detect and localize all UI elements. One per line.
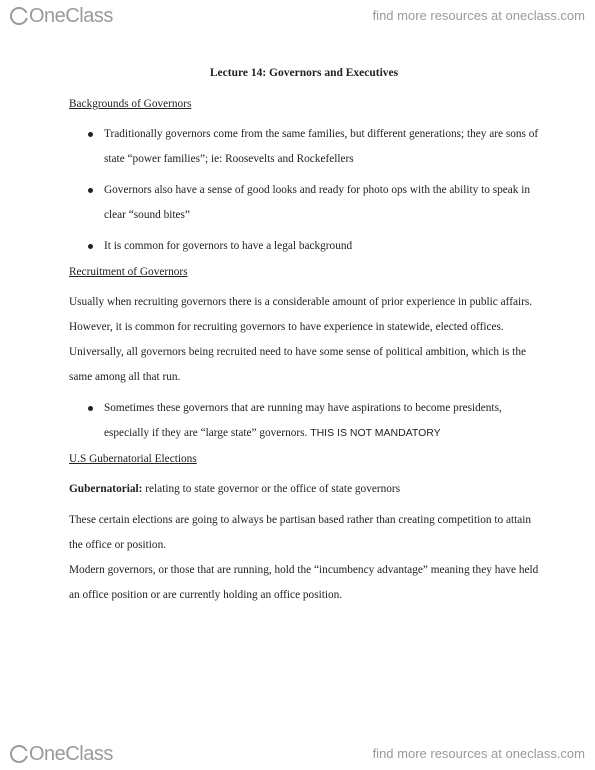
- backgrounds-bullet-list: [69, 122, 539, 259]
- document-body: [69, 66, 539, 614]
- bullet-icon: [88, 188, 93, 193]
- recruitment-bullet-list: [69, 396, 539, 446]
- elections-paragraph-1: These certain elections are going to always be partisan based rather than creating competition to attain the office or position.: [69, 514, 532, 551]
- elections-paragraph-2: Modern governors, or those that are running, hold the “incumbency advantage” meaning they have held an office position or are currently holding an office position.: [69, 564, 539, 601]
- oneclass-logo-icon: [10, 7, 28, 25]
- page-footer: [0, 738, 595, 768]
- recruitment-paragraph: Usually when recruiting governors there is a considerable amount of prior experience in public affairs. However, it is common for recruiting governors to have experience in statewide, elected offices. Universally, all governors being recruited need to have some sense of political ambition, which is the same among all that run.: [69, 296, 533, 383]
- oneclass-logo[interactable]: [10, 5, 113, 27]
- bullet-icon: [88, 132, 93, 137]
- list-item: [69, 396, 539, 446]
- find-resources-link[interactable]: find more resources at oneclass.com: [372, 8, 585, 23]
- definition-term: Gubernatorial:: [69, 483, 143, 495]
- bullet-text: Traditionally governors come from the same families, but different generations; they are sons of state “power families”; ie: Roosevelts and Rockefellers: [104, 128, 539, 165]
- page-header: [0, 0, 595, 30]
- list-item: [69, 178, 539, 228]
- section-heading-elections: U.S Gubernatorial Elections: [69, 453, 197, 465]
- logo-text: OneClass: [29, 5, 113, 27]
- list-item: [69, 234, 539, 259]
- bullet-text: Sometimes these governors that are running may have aspirations to become presidents, especially if they are “large state” governors.: [104, 402, 502, 439]
- bullet-icon: [88, 406, 93, 411]
- bullet-text: Governors also have a sense of good looks and ready for photo ops with the ability to speak in clear “sound bites”: [104, 184, 531, 221]
- list-item: [69, 122, 539, 172]
- definition-text: relating to state governor or the office of state governors: [142, 483, 401, 495]
- bullet-text: It is common for governors to have a legal background: [104, 240, 353, 252]
- logo-text: OneClass: [29, 743, 113, 765]
- section-heading-recruitment: Recruitment of Governors: [69, 266, 188, 278]
- definition-paragraph: [69, 477, 539, 502]
- section-heading-backgrounds: Backgrounds of Governors: [69, 98, 192, 110]
- document-title: Lecture 14: Governors and Executives: [209, 67, 399, 79]
- oneclass-logo[interactable]: [10, 743, 113, 765]
- bullet-caps-text: THIS IS NOT MANDATORY: [310, 427, 441, 439]
- bullet-icon: [88, 244, 93, 249]
- oneclass-logo-icon: [10, 745, 28, 763]
- find-resources-link[interactable]: find more resources at oneclass.com: [372, 746, 585, 761]
